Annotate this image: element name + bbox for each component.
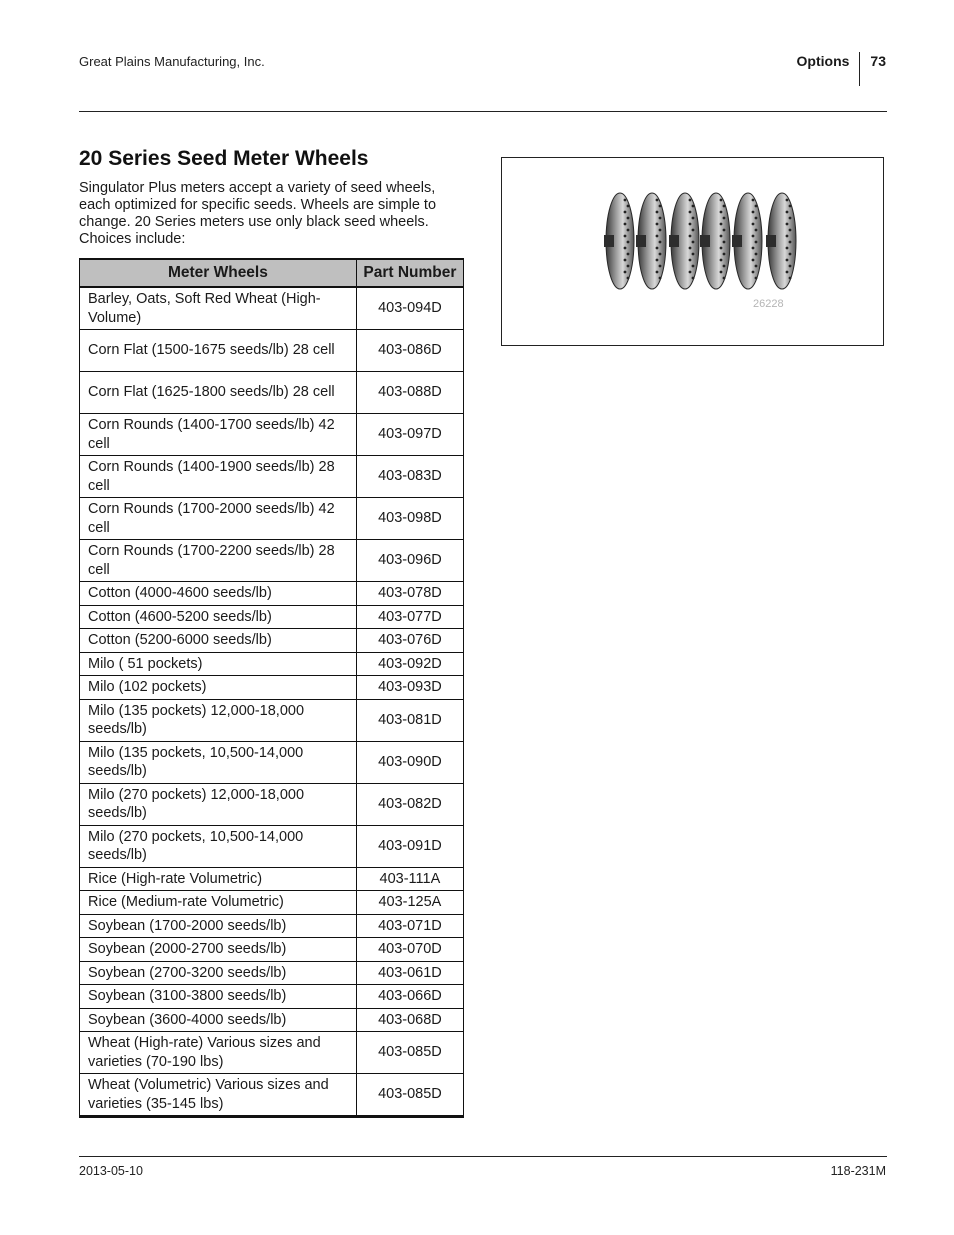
part-number-cell: 403-088D (356, 372, 463, 414)
seed-wheel-icon (700, 193, 730, 289)
part-number-cell: 403-092D (356, 652, 463, 676)
table-row (80, 1008, 464, 1032)
part-number-cell: 403-093D (356, 676, 463, 700)
table-row (80, 414, 464, 456)
part-number-cell: 403-096D (356, 540, 463, 582)
table-row (80, 825, 464, 867)
table-row (80, 582, 464, 606)
part-number-cell: 403-125A (356, 891, 463, 915)
part-number-cell: 403-076D (356, 629, 463, 653)
part-number-cell: 403-071D (356, 914, 463, 938)
table-row (80, 330, 464, 372)
figure-number: 26228 (753, 298, 784, 310)
seed-wheels-illustration (502, 158, 883, 345)
seed-wheel-icon (604, 193, 634, 289)
table-row (80, 914, 464, 938)
meter-wheel-cell: Milo ( 51 pockets) (80, 652, 357, 676)
meter-wheel-cell: Wheat (Volumetric) Various sizes and varieties (35-145 lbs) (80, 1074, 357, 1117)
part-number-cell: 403-098D (356, 498, 463, 540)
table-row (80, 605, 464, 629)
header-company: Great Plains Manufacturing, Inc. (79, 54, 265, 69)
table-row (80, 456, 464, 498)
part-number-cell: 403-097D (356, 414, 463, 456)
meter-wheel-cell: Corn Flat (1500-1675 seeds/lb) 28 cell (80, 330, 357, 372)
table-row (80, 629, 464, 653)
intro-paragraph: Singulator Plus meters accept a variety of seed wheels, each optimized for specific seeds. Wheels are simple to change. 20 Series meters use only black seed wheels. Choices include: (79, 180, 437, 247)
table-row (80, 938, 464, 962)
part-number-cell: 403-066D (356, 985, 463, 1009)
header-right (797, 52, 886, 86)
table-row (80, 891, 464, 915)
meter-wheel-cell: Milo (135 pockets, 10,500-14,000 seeds/lb) (80, 741, 357, 783)
meter-wheel-cell: Cotton (4000-4600 seeds/lb) (80, 582, 357, 606)
meter-wheel-cell: Corn Rounds (1400-1900 seeds/lb) 28 cell (80, 456, 357, 498)
table-row (80, 287, 464, 330)
table-row (80, 652, 464, 676)
part-number-cell: 403-094D (356, 287, 463, 330)
footer-doc-number: 118-231M (830, 1164, 886, 1178)
page-number: 73 (870, 53, 886, 69)
seed-wheel-table (79, 258, 464, 1118)
seed-wheel-icon (669, 193, 699, 289)
meter-wheel-cell: Barley, Oats, Soft Red Wheat (High-Volume) (80, 287, 357, 330)
meter-wheel-cell: Corn Rounds (1400-1700 seeds/lb) 42 cell (80, 414, 357, 456)
part-number-cell: 403-091D (356, 825, 463, 867)
part-number-cell: 403-111A (356, 867, 463, 891)
part-number-cell: 403-083D (356, 456, 463, 498)
meter-wheel-cell: Wheat (High-rate) Various sizes and varieties (70-190 lbs) (80, 1032, 357, 1074)
header-section: Options (796, 53, 850, 69)
table-row (80, 1074, 464, 1117)
table-row (80, 783, 464, 825)
table-row (80, 985, 464, 1009)
footer-rule (79, 1156, 887, 1157)
part-number-cell: 403-078D (356, 582, 463, 606)
table-row (80, 1032, 464, 1074)
footer-date: 2013-05-10 (79, 1164, 143, 1178)
meter-wheel-cell: Cotton (4600-5200 seeds/lb) (80, 605, 357, 629)
table-row (80, 498, 464, 540)
table-row (80, 867, 464, 891)
part-number-cell: 403-077D (356, 605, 463, 629)
meter-wheel-cell: Soybean (2000-2700 seeds/lb) (80, 938, 357, 962)
meter-wheel-cell: Soybean (1700-2000 seeds/lb) (80, 914, 357, 938)
table-header-row (80, 259, 464, 287)
part-number-cell: 403-090D (356, 741, 463, 783)
col-header-part-number: Part Number (356, 259, 463, 287)
page-title: 20 Series Seed Meter Wheels (79, 147, 369, 170)
meter-wheel-cell: Milo (270 pockets, 10,500-14,000 seeds/lb) (80, 825, 357, 867)
part-number-cell: 403-085D (356, 1074, 463, 1117)
meter-wheel-cell: Soybean (3600-4000 seeds/lb) (80, 1008, 357, 1032)
table-row (80, 741, 464, 783)
part-number-cell: 403-085D (356, 1032, 463, 1074)
table-row (80, 540, 464, 582)
meter-wheel-cell: Soybean (3100-3800 seeds/lb) (80, 985, 357, 1009)
part-number-cell: 403-061D (356, 961, 463, 985)
meter-wheel-cell: Corn Rounds (1700-2200 seeds/lb) 28 cell (80, 540, 357, 582)
part-number-cell: 403-068D (356, 1008, 463, 1032)
seed-wheel-icon (766, 193, 796, 289)
meter-wheel-cell: Corn Rounds (1700-2000 seeds/lb) 42 cell (80, 498, 357, 540)
table-row (80, 961, 464, 985)
meter-wheel-cell: Milo (135 pockets) 12,000-18,000 seeds/lb) (80, 699, 357, 741)
part-number-cell: 403-082D (356, 783, 463, 825)
meter-wheel-cell: Rice (Medium-rate Volumetric) (80, 891, 357, 915)
meter-wheel-cell: Corn Flat (1625-1800 seeds/lb) 28 cell (80, 372, 357, 414)
meter-wheel-cell: Cotton (5200-6000 seeds/lb) (80, 629, 357, 653)
part-number-cell: 403-086D (356, 330, 463, 372)
seed-wheel-icon (636, 193, 666, 289)
meter-wheel-cell: Milo (270 pockets) 12,000-18,000 seeds/lb) (80, 783, 357, 825)
meter-wheel-cell: Soybean (2700-3200 seeds/lb) (80, 961, 357, 985)
table-row (80, 372, 464, 414)
meter-wheel-cell: Rice (High-rate Volumetric) (80, 867, 357, 891)
part-number-cell: 403-081D (356, 699, 463, 741)
table-row (80, 676, 464, 700)
table-row (80, 699, 464, 741)
col-header-meter-wheels: Meter Wheels (80, 259, 357, 287)
seed-wheels-figure (501, 157, 884, 346)
seed-wheel-icon (732, 193, 762, 289)
header-rule (79, 111, 887, 112)
meter-wheel-cell: Milo (102 pockets) (80, 676, 357, 700)
part-number-cell: 403-070D (356, 938, 463, 962)
